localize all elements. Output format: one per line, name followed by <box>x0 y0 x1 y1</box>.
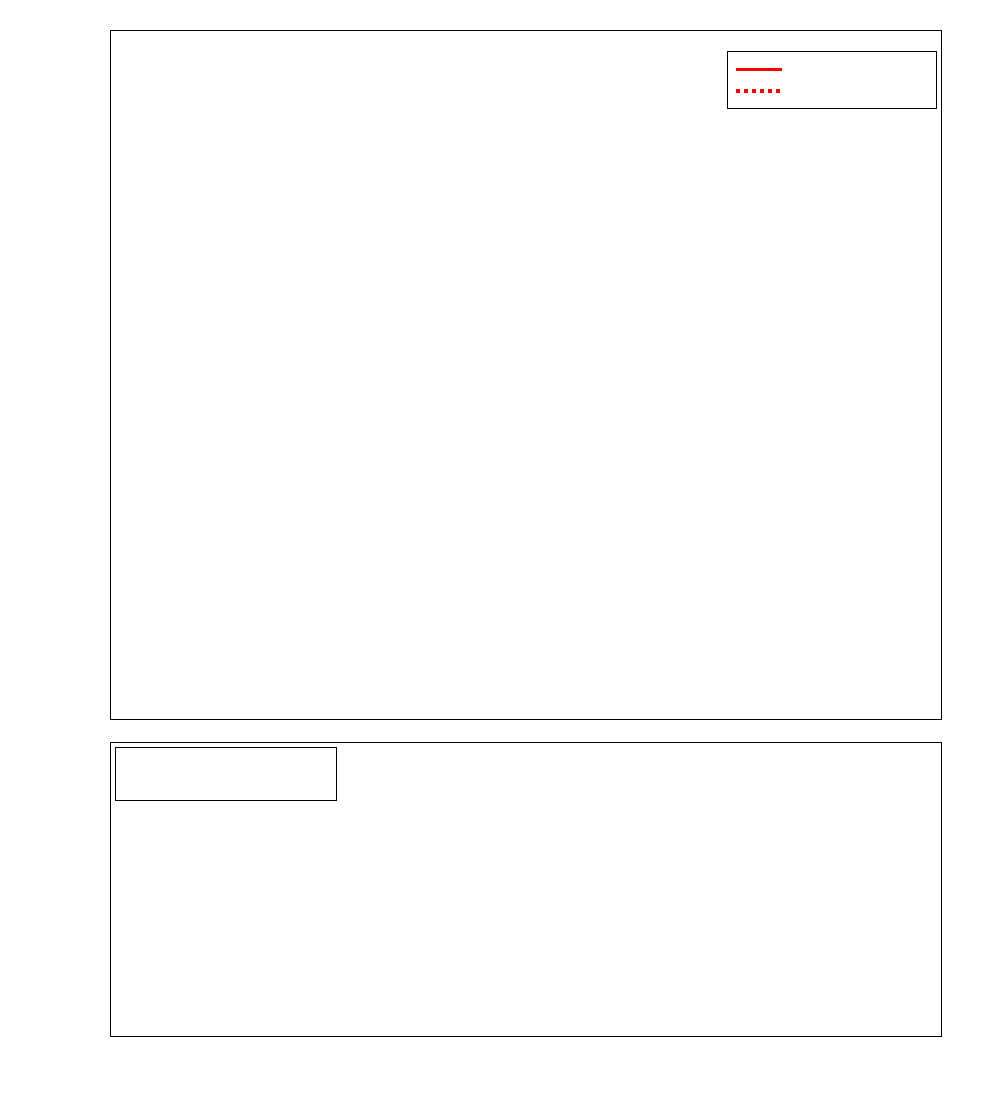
legend-item-nucleation[interactable] <box>736 80 928 102</box>
rate-curves <box>111 31 941 719</box>
dark-green-swatch-icon <box>124 777 135 792</box>
x-axis-ticks <box>110 1042 942 1064</box>
curves-layer <box>111 31 941 719</box>
y-axis-ticks-top <box>2 30 102 720</box>
legend-bottom <box>115 747 337 801</box>
line-dotted-icon <box>736 84 782 98</box>
y-axis-ticks-bottom <box>2 742 102 1037</box>
cumulative-rate-plot <box>110 30 942 720</box>
legend-item-available-ruptures[interactable] <box>124 754 328 774</box>
legend-item-participation[interactable] <box>736 58 928 80</box>
legend-item-utilized-ruptures[interactable] <box>124 774 328 794</box>
line-solid-icon <box>736 62 782 76</box>
green-swatch-icon <box>124 757 135 772</box>
legend-top <box>727 51 937 109</box>
rupture-count-plot <box>110 742 942 1037</box>
